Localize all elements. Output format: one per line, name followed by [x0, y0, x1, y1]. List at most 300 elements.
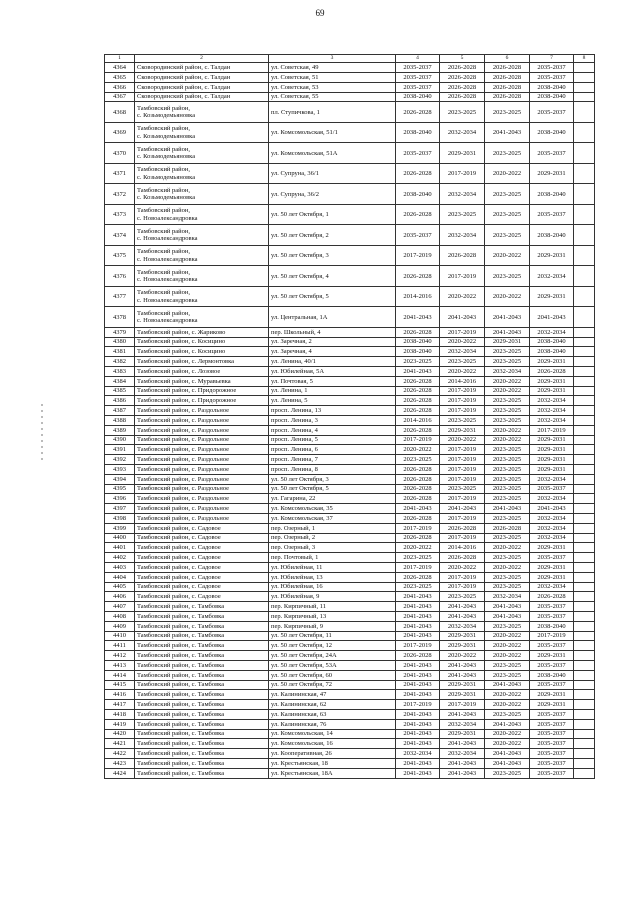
table-row [105, 63, 595, 73]
empty-cell [574, 337, 595, 347]
locality-line: Тамбовский район, [137, 207, 190, 215]
locality-cell [135, 102, 269, 123]
work-period-cell: 2023-2025 [485, 494, 530, 504]
street-address-cell: ул. Комсомольская, 16 [269, 739, 396, 749]
row-number-cell: 4397 [105, 504, 135, 514]
locality-cell [135, 406, 269, 416]
table-row [105, 514, 595, 524]
work-period-cell: 2029-2031 [530, 543, 574, 553]
street-address-cell: ул. Юбилейная, 11 [269, 563, 396, 573]
street-address-cell: ул. Калининская, 47 [269, 690, 396, 700]
locality-cell [135, 286, 269, 307]
street-address-cell: просп. Ленина, 13 [269, 406, 396, 416]
locality-cell [135, 327, 269, 337]
work-period-cell: 2017-2019 [530, 631, 574, 641]
locality-line: Тамбовский район, с. Раздольное [137, 436, 230, 444]
table-row [105, 690, 595, 700]
row-number-cell: 4381 [105, 347, 135, 357]
street-address-cell: ул. 50 лет Октября, 2 [269, 225, 396, 246]
work-period-cell: 2038-2040 [530, 122, 574, 143]
table-row [105, 367, 595, 377]
row-number-cell: 4394 [105, 474, 135, 484]
empty-cell [574, 768, 595, 778]
work-period-cell: 2041-2043 [396, 680, 440, 690]
locality-cell [135, 680, 269, 690]
empty-cell [574, 514, 595, 524]
table-row [105, 425, 595, 435]
locality-cell [135, 245, 269, 266]
empty-cell [574, 582, 595, 592]
locality-line: с. Козьмодемьяновка [137, 132, 196, 140]
locality-cell [135, 396, 269, 406]
street-address-cell: ул. 50 лет Октября, 53А [269, 660, 396, 670]
work-period-cell: 2035-2037 [530, 143, 574, 164]
row-number-cell: 4386 [105, 396, 135, 406]
table-row [105, 286, 595, 307]
work-period-cell: 2014-2016 [396, 416, 440, 426]
locality-cell [135, 592, 269, 602]
table-row [105, 729, 595, 739]
table-row [105, 337, 595, 347]
row-number-cell: 4423 [105, 758, 135, 768]
work-period-cell: 2026-2028 [440, 63, 485, 73]
work-period-cell: 2041-2043 [396, 602, 440, 612]
work-period-cell: 2023-2025 [485, 225, 530, 246]
empty-cell [574, 92, 595, 102]
work-period-cell: 2023-2025 [440, 416, 485, 426]
work-period-cell: 2020-2022 [440, 337, 485, 347]
work-period-cell: 2035-2037 [530, 612, 574, 622]
street-address-cell: пер. Кирпичный, 13 [269, 612, 396, 622]
work-period-cell: 2038-2040 [530, 670, 574, 680]
work-period-cell: 2026-2028 [396, 484, 440, 494]
row-number-cell: 4404 [105, 572, 135, 582]
locality-cell [135, 122, 269, 143]
work-period-cell: 2023-2025 [485, 572, 530, 582]
locality-line: Тамбовский район, с. Придорожное [137, 387, 237, 395]
work-period-cell: 2032-2034 [530, 523, 574, 533]
empty-cell [574, 553, 595, 563]
work-period-cell: 2029-2031 [440, 690, 485, 700]
empty-cell [574, 163, 595, 184]
work-period-cell: 2020-2022 [485, 386, 530, 396]
work-period-cell: 2035-2037 [530, 719, 574, 729]
work-period-cell: 2017-2019 [440, 406, 485, 416]
work-period-cell: 2026-2028 [440, 82, 485, 92]
empty-cell [574, 474, 595, 484]
work-period-cell: 2041-2043 [440, 602, 485, 612]
work-period-cell: 2026-2028 [396, 386, 440, 396]
street-address-cell: ул. Супруна, 36/2 [269, 184, 396, 205]
locality-line: Тамбовский район, с. Лермонтовка [137, 358, 235, 366]
work-period-cell: 2023-2025 [485, 553, 530, 563]
locality-line: с. Новоалександровка [137, 296, 198, 304]
work-period-cell: 2017-2019 [396, 435, 440, 445]
empty-cell [574, 700, 595, 710]
locality-cell [135, 92, 269, 102]
street-address-cell: ул. 50 лет Октября, 1 [269, 204, 396, 225]
table-row [105, 102, 595, 123]
row-number-cell: 4369 [105, 122, 135, 143]
work-period-cell: 2026-2028 [396, 204, 440, 225]
row-number-cell: 4371 [105, 163, 135, 184]
empty-cell [574, 680, 595, 690]
work-period-cell: 2041-2043 [440, 612, 485, 622]
work-period-cell: 2017-2019 [440, 533, 485, 543]
work-period-cell: 2029-2031 [530, 357, 574, 367]
work-period-cell: 2017-2019 [440, 455, 485, 465]
table-row [105, 474, 595, 484]
work-period-cell: 2020-2022 [396, 445, 440, 455]
work-period-cell: 2041-2043 [396, 367, 440, 377]
table-row [105, 416, 595, 426]
locality-cell [135, 709, 269, 719]
work-period-cell: 2029-2031 [530, 245, 574, 266]
work-period-cell: 2026-2028 [396, 266, 440, 287]
work-period-cell: 2035-2037 [530, 73, 574, 83]
work-period-cell: 2023-2025 [485, 582, 530, 592]
row-number-cell: 4405 [105, 582, 135, 592]
work-period-cell: 2029-2031 [530, 690, 574, 700]
empty-cell [574, 758, 595, 768]
header-cell: 1 [105, 55, 135, 63]
work-period-cell: 2041-2043 [396, 670, 440, 680]
work-period-cell: 2026-2028 [485, 82, 530, 92]
table-row [105, 543, 595, 553]
locality-line: Тамбовский район, с. Жариково [137, 328, 226, 336]
locality-cell [135, 435, 269, 445]
table-row [105, 386, 595, 396]
row-number-cell: 4389 [105, 425, 135, 435]
header-cell: 2 [135, 55, 269, 63]
locality-line: Тамбовский район, с. Тамбовка [137, 632, 225, 640]
work-period-cell: 2035-2037 [530, 553, 574, 563]
street-address-cell: ул. Почтовая, 5 [269, 376, 396, 386]
street-address-cell: пер. Озерный, 3 [269, 543, 396, 553]
work-period-cell: 2041-2043 [485, 612, 530, 622]
locality-line: Тамбовский район, с. Косицино [137, 338, 226, 346]
header-cell: 7 [530, 55, 574, 63]
work-period-cell: 2041-2043 [396, 504, 440, 514]
locality-line: Тамбовский район, [137, 125, 190, 133]
table-row [105, 700, 595, 710]
work-period-cell: 2038-2040 [530, 621, 574, 631]
scan-artifact-marks [38, 400, 48, 510]
table-row [105, 347, 595, 357]
work-period-cell: 2014-2016 [440, 376, 485, 386]
row-number-cell: 4413 [105, 660, 135, 670]
work-period-cell: 2023-2025 [485, 621, 530, 631]
work-period-cell: 2035-2037 [530, 680, 574, 690]
locality-line: Тамбовский район, с. Садовое [137, 544, 221, 552]
locality-line: Сковородинский район, с. Талдан [137, 83, 231, 91]
work-period-cell: 2020-2022 [485, 739, 530, 749]
table-row [105, 739, 595, 749]
work-period-cell: 2023-2025 [396, 357, 440, 367]
empty-cell [574, 184, 595, 205]
locality-line: Тамбовский район, с. Раздольное [137, 446, 230, 454]
locality-line: Тамбовский район, с. Садовое [137, 583, 221, 591]
locality-cell [135, 386, 269, 396]
work-period-cell: 2029-2031 [530, 435, 574, 445]
locality-line: Тамбовский район, с. Тамбовка [137, 603, 225, 610]
table-row [105, 680, 595, 690]
work-period-cell: 2038-2040 [396, 184, 440, 205]
work-period-cell: 2032-2034 [440, 225, 485, 246]
locality-cell [135, 690, 269, 700]
header-cell: 5 [440, 55, 485, 63]
work-period-cell: 2026-2028 [396, 406, 440, 416]
empty-cell [574, 563, 595, 573]
locality-line: Тамбовский район, [137, 309, 190, 317]
work-period-cell: 2020-2022 [440, 435, 485, 445]
table-row [105, 376, 595, 386]
empty-cell [574, 367, 595, 377]
locality-line: Тамбовский район, с. Тамбовка [137, 700, 225, 708]
locality-line: Тамбовский район, с. Тамбовка [137, 651, 225, 659]
table-row [105, 484, 595, 494]
work-period-cell: 2014-2016 [440, 543, 485, 553]
locality-cell [135, 641, 269, 651]
street-address-cell: пер. Почтовый, 1 [269, 553, 396, 563]
row-number-cell: 4407 [105, 602, 135, 612]
locality-line: Тамбовский район, с. Раздольное [137, 416, 230, 424]
work-period-cell: 2023-2025 [485, 204, 530, 225]
locality-cell [135, 670, 269, 680]
work-period-cell: 2023-2025 [485, 514, 530, 524]
row-number-cell: 4403 [105, 563, 135, 573]
street-address-cell: ул. Центральная, 1А [269, 307, 396, 328]
empty-cell [574, 425, 595, 435]
street-address-cell: пер. Озерный, 1 [269, 523, 396, 533]
work-period-cell: 2023-2025 [485, 347, 530, 357]
row-number-cell: 4396 [105, 494, 135, 504]
table-row [105, 523, 595, 533]
work-period-cell: 2029-2031 [530, 376, 574, 386]
work-period-cell: 2041-2043 [485, 327, 530, 337]
street-address-cell: ул. Кооперативная, 26 [269, 749, 396, 759]
work-period-cell: 2020-2022 [440, 651, 485, 661]
table-row [105, 143, 595, 164]
work-period-cell: 2041-2043 [396, 719, 440, 729]
work-period-cell: 2026-2028 [396, 396, 440, 406]
street-address-cell: ул. 50 лет Октября, 3 [269, 474, 396, 484]
work-period-cell: 2041-2043 [440, 670, 485, 680]
row-number-cell: 4367 [105, 92, 135, 102]
locality-cell [135, 572, 269, 582]
empty-cell [574, 357, 595, 367]
row-number-cell: 4368 [105, 102, 135, 123]
street-address-cell: ул. 50 лет Октября, 72 [269, 680, 396, 690]
locality-line: Сковородинский район, с. Талдан [137, 73, 231, 81]
street-address-cell: ул. Юбилейная, 9 [269, 592, 396, 602]
work-period-cell: 2020-2022 [485, 376, 530, 386]
row-number-cell: 4374 [105, 225, 135, 246]
work-period-cell: 2023-2025 [485, 660, 530, 670]
work-period-cell: 2041-2043 [485, 749, 530, 759]
row-number-cell: 4382 [105, 357, 135, 367]
locality-cell [135, 63, 269, 73]
work-period-cell: 2026-2028 [396, 327, 440, 337]
row-number-cell: 4377 [105, 286, 135, 307]
locality-line: Тамбовский район, с. Косицино [137, 348, 226, 356]
table-body [105, 63, 595, 778]
work-period-cell: 2026-2028 [396, 651, 440, 661]
table-row [105, 621, 595, 631]
street-address-cell: ул. Крестьянская, 18 [269, 758, 396, 768]
work-period-cell: 2026-2028 [396, 514, 440, 524]
locality-line: с. Козьмодемьяновка [137, 153, 196, 161]
work-period-cell: 2017-2019 [440, 582, 485, 592]
work-period-cell: 2020-2022 [485, 729, 530, 739]
work-period-cell: 2035-2037 [396, 225, 440, 246]
header-row [105, 55, 595, 63]
row-number-cell: 4383 [105, 367, 135, 377]
row-number-cell: 4391 [105, 445, 135, 455]
street-address-cell: ул. 50 лет Октября, 5 [269, 286, 396, 307]
work-period-cell: 2041-2043 [440, 307, 485, 328]
empty-cell [574, 386, 595, 396]
work-period-cell: 2029-2031 [530, 572, 574, 582]
work-period-cell: 2038-2040 [530, 225, 574, 246]
row-number-cell: 4409 [105, 621, 135, 631]
table-row [105, 582, 595, 592]
street-address-cell: ул. 50 лет Октября, 4 [269, 266, 396, 287]
table-row [105, 163, 595, 184]
locality-line: Тамбовский район, [137, 248, 190, 256]
row-number-cell: 4388 [105, 416, 135, 426]
street-address-cell: ул. Комсомольская, 14 [269, 729, 396, 739]
locality-cell [135, 612, 269, 622]
locality-line: с. Козьмодемьяновка [137, 194, 196, 202]
street-address-cell: ул. Комсомольская, 35 [269, 504, 396, 514]
locality-line: Тамбовский район, [137, 104, 190, 112]
work-period-cell: 2026-2028 [440, 245, 485, 266]
work-period-cell: 2017-2019 [440, 327, 485, 337]
street-address-cell: ул. Заречная, 2 [269, 337, 396, 347]
locality-cell [135, 73, 269, 83]
locality-line: Тамбовский район, с. Тамбовка [137, 730, 225, 738]
row-number-cell: 4379 [105, 327, 135, 337]
empty-cell [574, 376, 595, 386]
table-row [105, 612, 595, 622]
work-period-cell: 2020-2022 [440, 563, 485, 573]
empty-cell [574, 719, 595, 729]
empty-cell [574, 592, 595, 602]
work-period-cell: 2029-2031 [530, 465, 574, 475]
locality-cell [135, 582, 269, 592]
row-number-cell: 4412 [105, 651, 135, 661]
work-period-cell: 2029-2031 [440, 425, 485, 435]
table-row [105, 631, 595, 641]
work-period-cell: 2038-2040 [396, 122, 440, 143]
empty-cell [574, 533, 595, 543]
locality-cell [135, 357, 269, 367]
work-period-cell: 2035-2037 [530, 641, 574, 651]
work-period-cell: 2038-2040 [530, 337, 574, 347]
work-period-cell: 2023-2025 [440, 484, 485, 494]
work-period-cell: 2032-2034 [530, 474, 574, 484]
work-period-cell: 2023-2025 [440, 204, 485, 225]
work-period-cell: 2020-2022 [485, 641, 530, 651]
work-period-cell: 2041-2043 [485, 504, 530, 514]
empty-cell [574, 266, 595, 287]
work-period-cell: 2029-2031 [530, 386, 574, 396]
locality-cell [135, 729, 269, 739]
header-cell: 4 [396, 55, 440, 63]
row-number-cell: 4384 [105, 376, 135, 386]
locality-cell [135, 416, 269, 426]
street-address-cell: ул. Ленина, 5 [269, 396, 396, 406]
locality-line: Тамбовский район, с. Садовое [137, 563, 221, 571]
locality-line: Тамбовский район, с. Раздольное [137, 407, 230, 415]
street-address-cell: ул. Комсомольская, 37 [269, 514, 396, 524]
work-period-cell: 2035-2037 [396, 143, 440, 164]
work-period-cell: 2020-2022 [440, 286, 485, 307]
locality-line: Тамбовский район, с. Придорожное [137, 397, 237, 405]
work-period-cell: 2041-2043 [485, 122, 530, 143]
work-period-cell: 2038-2040 [396, 347, 440, 357]
empty-cell [574, 709, 595, 719]
work-period-cell: 2032-2034 [440, 184, 485, 205]
table-row [105, 455, 595, 465]
row-number-cell: 4408 [105, 612, 135, 622]
table-row [105, 122, 595, 143]
street-address-cell: ул. Калининская, 63 [269, 709, 396, 719]
empty-cell [574, 543, 595, 553]
work-period-cell: 2023-2025 [485, 455, 530, 465]
empty-cell [574, 245, 595, 266]
work-period-cell: 2020-2022 [485, 245, 530, 266]
work-period-cell: 2017-2019 [440, 266, 485, 287]
work-period-cell: 2023-2025 [396, 553, 440, 563]
work-period-cell: 2023-2025 [485, 416, 530, 426]
empty-cell [574, 739, 595, 749]
work-period-cell: 2017-2019 [440, 700, 485, 710]
locality-cell [135, 768, 269, 778]
work-period-cell: 2032-2034 [440, 719, 485, 729]
table-row [105, 709, 595, 719]
work-period-cell: 2038-2040 [530, 82, 574, 92]
row-number-cell: 4417 [105, 700, 135, 710]
work-period-cell: 2017-2019 [440, 514, 485, 524]
row-number-cell: 4420 [105, 729, 135, 739]
work-period-cell: 2026-2028 [396, 376, 440, 386]
locality-line: с. Новоалександровка [137, 255, 198, 263]
street-address-cell: ул. 50 лет Октября, 12 [269, 641, 396, 651]
work-period-cell: 2032-2034 [530, 396, 574, 406]
work-period-cell: 2035-2037 [530, 749, 574, 759]
work-period-cell: 2041-2043 [396, 621, 440, 631]
locality-line: Тамбовский район, [137, 289, 190, 297]
work-period-cell: 2017-2019 [440, 572, 485, 582]
locality-cell [135, 82, 269, 92]
locality-line: Тамбовский район, с. Муравьевка [137, 377, 231, 385]
table-row [105, 572, 595, 582]
empty-cell [574, 204, 595, 225]
work-period-cell: 2020-2022 [485, 700, 530, 710]
work-period-cell: 2041-2043 [440, 709, 485, 719]
locality-line: Тамбовский район, с. Садовое [137, 534, 221, 542]
row-number-cell: 4376 [105, 266, 135, 287]
table-row [105, 445, 595, 455]
work-period-cell: 2035-2037 [530, 758, 574, 768]
empty-cell [574, 523, 595, 533]
street-address-cell: пер. Озерный, 2 [269, 533, 396, 543]
table-row [105, 266, 595, 287]
work-period-cell: 2023-2025 [396, 455, 440, 465]
empty-cell [574, 690, 595, 700]
